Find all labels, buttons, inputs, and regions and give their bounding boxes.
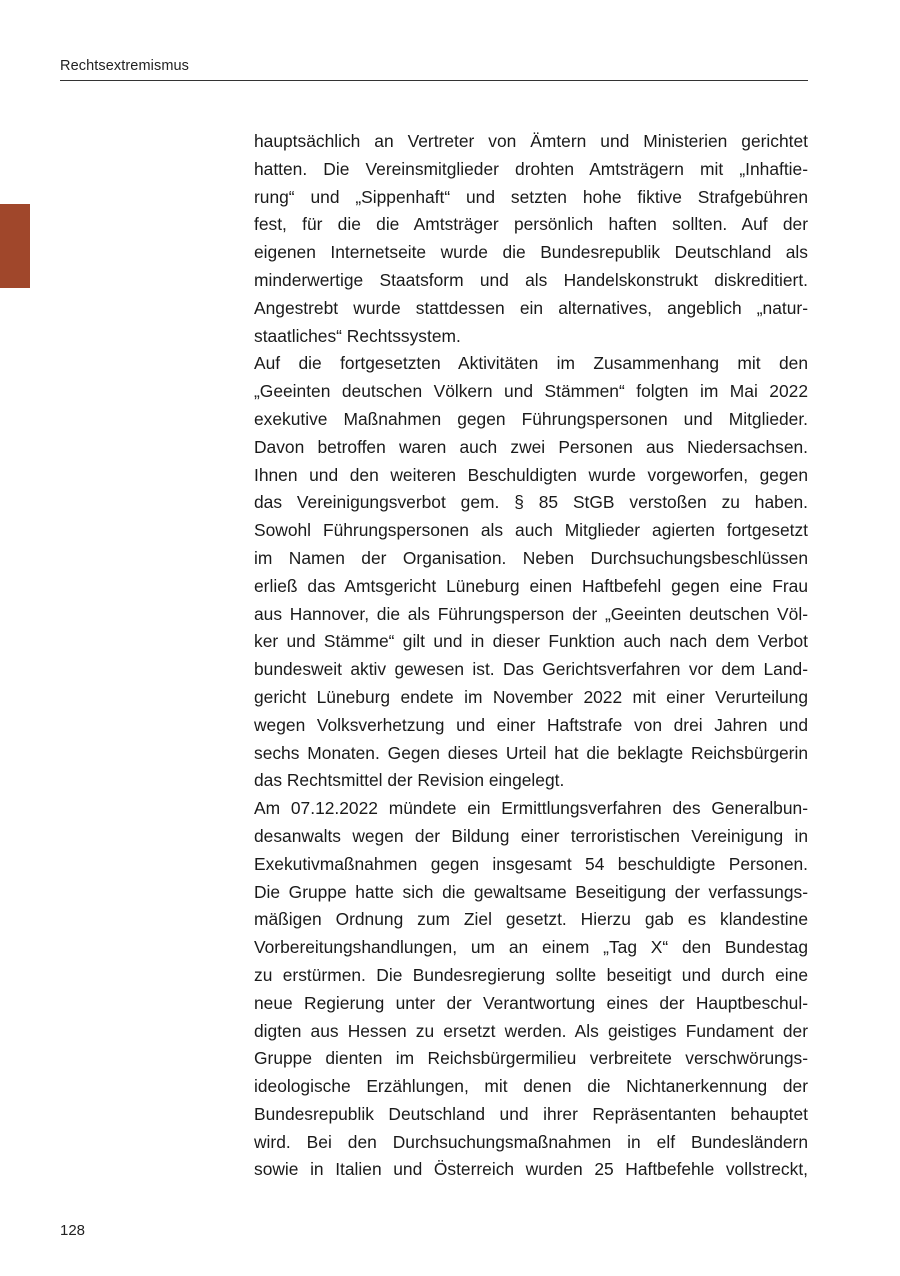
text-line: erließ das Amtsgericht Lüneburg einen Haftbefehl gegen eine Frau <box>254 575 808 596</box>
text-line: im Namen der Organisation. Neben Durchsuchungsbeschlüssen <box>254 547 808 568</box>
text-line: neue Regierung unter der Verantwortung eines der Hauptbeschul- <box>254 992 808 1013</box>
text-line: aus Hannover, die als Führungsperson der „Geeinten deutschen Völ- <box>254 603 808 624</box>
text-line: „Geeinten deutschen Völkern und Stämmen“ folgten im Mai 2022 <box>254 381 808 402</box>
text-line: Ihnen und den weiteren Beschuldigten wurde vorgeworfen, gegen <box>254 464 808 485</box>
text-line: exekutive Maßnahmen gegen Führungspersonen und Mitglieder. <box>254 408 808 429</box>
text-line: Auf die fortgesetzten Aktivitäten im Zusammenhang mit den <box>254 353 808 374</box>
text-line: staatliches“ Rechtssystem. <box>254 325 461 346</box>
text-line: eigenen Internetseite wurde die Bundesrepublik Deutschland als <box>254 242 808 263</box>
text-line: sowie in Italien und Österreich wurden 25 Haftbefehle vollstreckt, <box>254 1159 808 1180</box>
text-line: mäßigen Ordnung zum Ziel gesetzt. Hierzu gab es klandestine <box>254 909 808 930</box>
text-line: Vorbereitungshandlungen, um an einem „Tag X“ den Bundestag <box>254 937 808 958</box>
text-line: bundesweit aktiv gewesen ist. Das Gerichtsverfahren vor dem Land- <box>254 659 808 680</box>
text-line: das Rechtsmittel der Revision eingelegt. <box>254 770 565 791</box>
text-line: Gruppe dienten im Reichsbürgermilieu verbreitete verschwörungs- <box>254 1048 808 1069</box>
running-header-title: Rechtsextremismus <box>60 58 190 74</box>
text-line: zu erstürmen. Die Bundesregierung sollte beseitigt und durch eine <box>254 964 808 985</box>
text-line: Bundesrepublik Deutschland und ihrer Repräsentanten behauptet <box>254 1103 808 1124</box>
text-line: ker und Stämme“ gilt und in dieser Funktion auch nach dem Verbot <box>254 631 808 652</box>
text-line: desanwalts wegen der Bildung einer terroristischen Vereinigung in <box>254 825 808 846</box>
text-line: gericht Lüneburg endete im November 2022 mit einer Verurteilung <box>254 686 808 707</box>
text-line: Exekutivmaßnahmen gegen insgesamt 54 beschuldigte Personen. <box>254 853 808 874</box>
text-line: hauptsächlich an Vertreter von Ämtern und Ministerien gerichtet <box>254 131 808 151</box>
page-number: 128 <box>60 1222 86 1239</box>
text-line: wird. Bei den Durchsuchungsmaßnahmen in elf Bundesländern <box>254 1131 808 1152</box>
text-line: Davon betroffen waren auch zwei Personen aus Niedersachsen. <box>254 436 808 457</box>
header-rule <box>60 80 808 81</box>
text-line: Angestrebt wurde stattdessen ein alternatives, angeblich „natur- <box>254 297 808 318</box>
chapter-thumb-tab <box>0 204 30 288</box>
text-line: wegen Volksverhetzung und einer Haftstrafe von drei Jahren und <box>254 714 808 735</box>
text-line: minderwertige Staatsform und als Handelskonstrukt diskreditiert. <box>254 269 808 290</box>
text-line: fest, für die die Amtsträger persönlich haften sollten. Auf der <box>254 214 808 235</box>
text-line: rung“ und „Sippenhaft“ und setzten hohe fiktive Strafgebühren <box>254 186 808 207</box>
text-line: ideologische Erzählungen, mit denen die Nichtanerkennung der <box>254 1076 808 1097</box>
text-line: Sowohl Führungspersonen als auch Mitglieder agierten fortgesetzt <box>254 520 808 541</box>
text-line: digten aus Hessen zu ersetzt werden. Als geistiges Fundament der <box>254 1020 808 1041</box>
text-line: sechs Monaten. Gegen dieses Urteil hat die beklagte Reichsbürgerin <box>254 742 808 763</box>
text-line: das Vereinigungsverbot gem. § 85 StGB verstoßen zu haben. <box>254 492 808 513</box>
text-line: hatten. Die Vereinsmitglieder drohten Amtsträgern mit „Inhaftie- <box>254 158 808 179</box>
text-line: Am 07.12.2022 mündete ein Ermittlungsverfahren des Generalbun- <box>254 798 808 819</box>
text-line: Die Gruppe hatte sich die gewaltsame Beseitigung der verfassungs- <box>254 881 808 902</box>
body-text <box>254 128 808 1184</box>
